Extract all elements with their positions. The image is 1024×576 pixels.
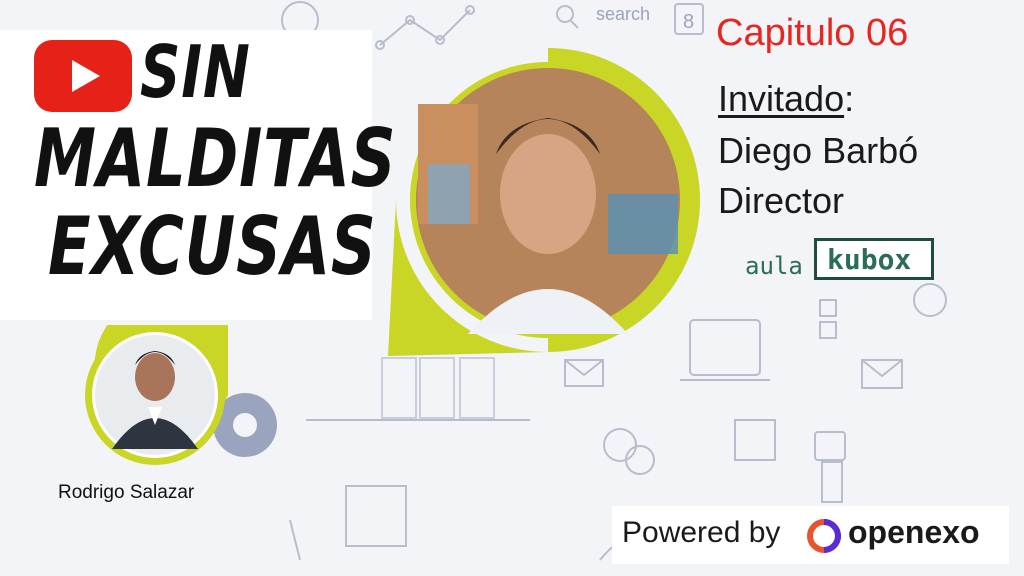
- host-photo-frame: [82, 325, 228, 465]
- robot-doodle: [815, 432, 845, 460]
- bar-chart-doodle: [382, 358, 494, 418]
- company-name: kubox: [827, 243, 912, 276]
- guest-name: Diego Barbó: [718, 130, 919, 171]
- search-doodle-text: search: [596, 4, 651, 24]
- sponsor-prefix: Powered by: [622, 516, 781, 549]
- company-prefix: aula: [745, 252, 803, 280]
- chapter-label: Capitulo 06: [716, 12, 909, 54]
- guest-photo-frame: [388, 44, 708, 356]
- page-number-doodle: 8: [683, 11, 695, 33]
- host-name: Rodrigo Salazar: [58, 482, 195, 503]
- youtube-logo-icon: [34, 40, 132, 112]
- guest-label-colon: :: [844, 78, 855, 119]
- sponsor-name: openexo: [848, 514, 980, 550]
- show-title-line-2: MALDITAS: [34, 112, 397, 205]
- guest-label: Invitado: [718, 78, 845, 119]
- bar-doodle: [735, 420, 775, 460]
- show-title-line-3: EXCUSAS: [48, 200, 377, 293]
- guest-role: Director: [718, 180, 845, 221]
- openexo-logo-icon: [806, 518, 842, 554]
- sponsor-banner: [612, 506, 1009, 564]
- company-logo: [814, 238, 934, 280]
- guest-label-row: [718, 78, 854, 120]
- show-title-line-1: SIN: [140, 30, 251, 114]
- line-chart-doodle: [380, 10, 470, 45]
